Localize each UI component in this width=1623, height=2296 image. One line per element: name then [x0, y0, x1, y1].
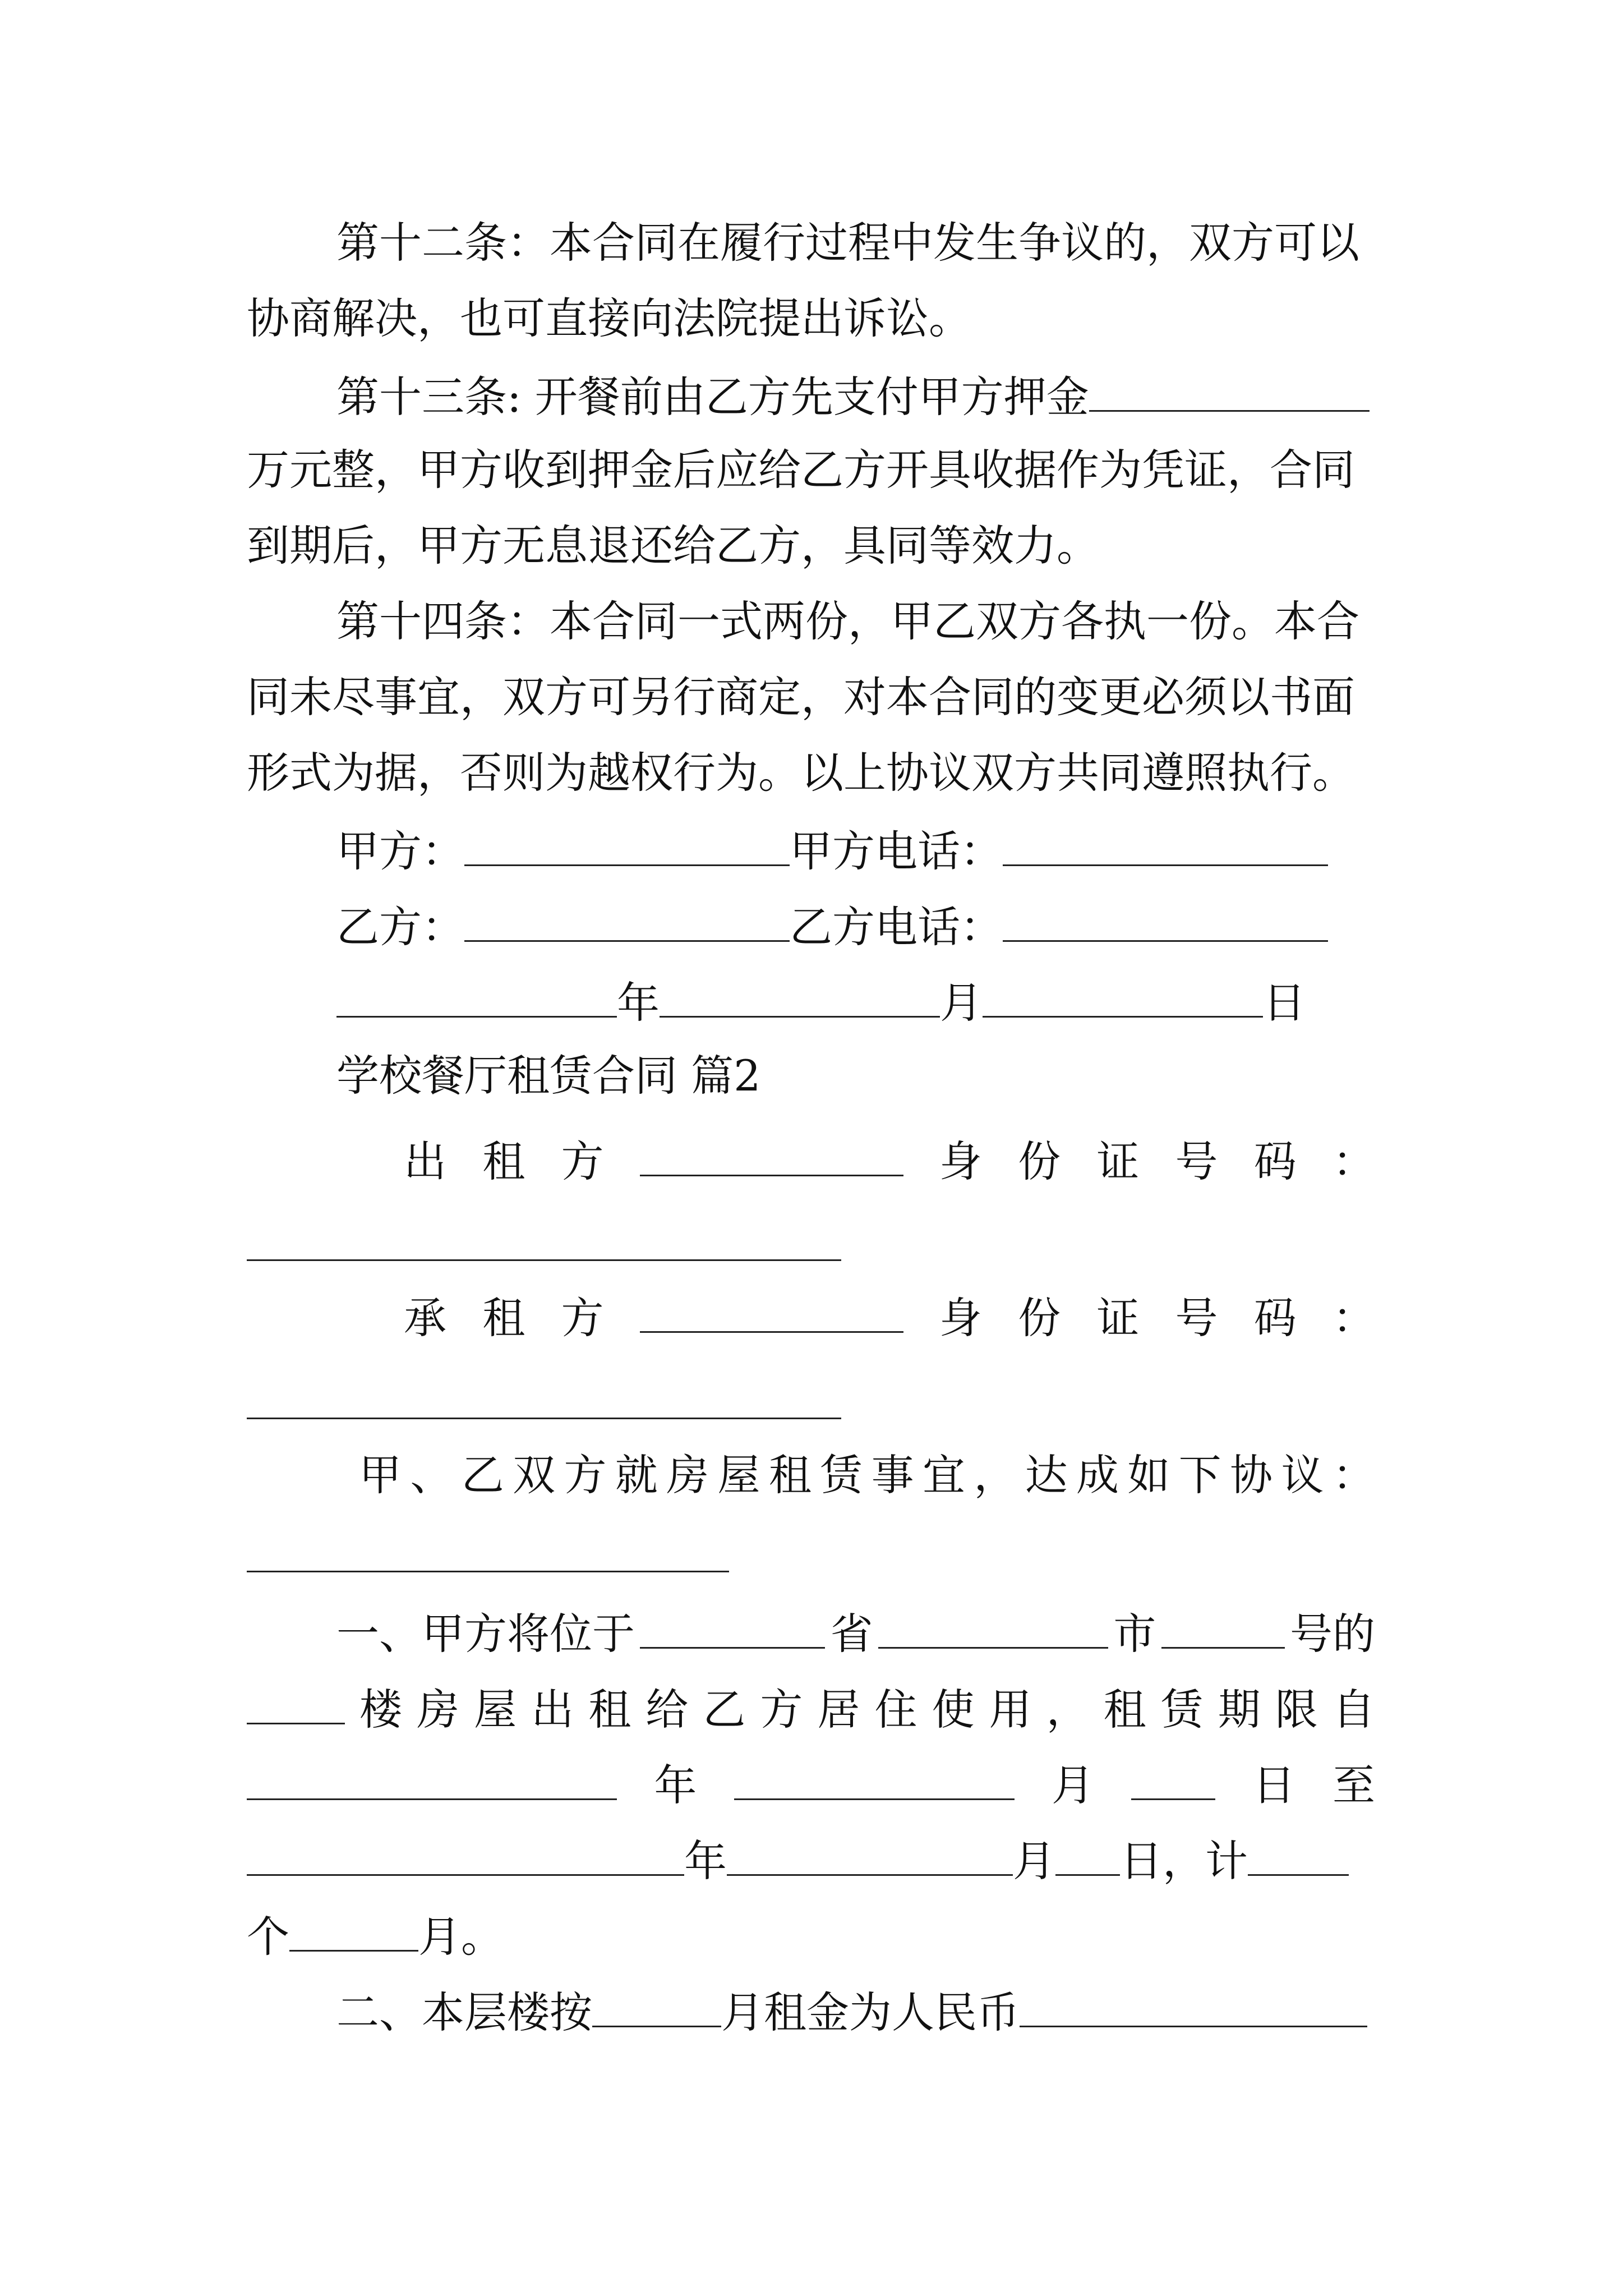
lease-char: 使: [932, 1685, 975, 1734]
lessee-line: [404, 1287, 1375, 1346]
lessor-id-blank: [247, 1259, 841, 1261]
party-a-phone-blank: [1003, 821, 1328, 866]
article-13-text: 第十三条: 开餐前由乙方先支付甲方押金: [336, 372, 1089, 422]
agreement-line: [359, 1447, 1375, 1503]
party-a-blank: [464, 821, 790, 866]
number-label: 号的: [1289, 1609, 1375, 1659]
party-a-phone-label: 甲方电话：: [790, 826, 1003, 876]
sign-year-label: 年: [617, 978, 660, 1028]
lease-char: 赁: [1160, 1685, 1204, 1734]
lessor-id-char: 份: [1018, 1137, 1061, 1186]
agreement-char: 达: [1025, 1450, 1068, 1500]
deposit-blank: [1089, 366, 1370, 412]
agreement-char: 赁: [820, 1450, 863, 1500]
lessor-name-blank: [640, 1131, 903, 1176]
lease-char: 租: [588, 1685, 631, 1734]
lessee-char: 方: [561, 1293, 604, 1343]
agreement-char: 租: [768, 1450, 811, 1500]
article-13-line-2: 万元整，甲方收到押金后应给乙方开具收据作为凭证，合同: [247, 445, 1355, 495]
lessee-id-blank: [247, 1418, 841, 1419]
province-blank: [640, 1603, 825, 1649]
city-label: 市: [1113, 1609, 1156, 1659]
agreement-char: 屋: [717, 1450, 760, 1500]
lease-char: 屋: [474, 1685, 517, 1734]
article-13-line-3: 到期后，甲方无息退还给乙方，具同等效力。: [247, 521, 1099, 570]
article-14-line-2: 同未尽事宜，双方可另行商定，对本合同的变更必须以书面: [247, 672, 1355, 722]
lessee-id-char: 身: [939, 1293, 982, 1343]
lessee-char: 承: [404, 1293, 446, 1343]
sign-day-label: 日: [1263, 978, 1306, 1028]
lease-char: 自: [1332, 1685, 1375, 1734]
months-blank: [289, 1906, 418, 1952]
party-b-phone-label: 乙方电话：: [790, 902, 1003, 952]
agreement-char: 下: [1178, 1450, 1221, 1500]
unit-label: 个: [247, 1912, 289, 1962]
party-a-line: [336, 821, 1328, 880]
agreement-blank: [247, 1571, 729, 1572]
agreement-char: 就: [615, 1450, 658, 1500]
clause-1-line-4: [247, 1830, 1349, 1889]
end-day-label: 日，计: [1120, 1836, 1248, 1886]
end-month-blank: [727, 1830, 1013, 1876]
lease-char: 出: [531, 1685, 574, 1734]
party-b-blank: [464, 896, 790, 942]
start-year-blank: [247, 1755, 617, 1800]
lessee-char: 租: [482, 1293, 525, 1343]
lessor-char: 租: [482, 1137, 525, 1186]
lessor-id-char: 码: [1253, 1137, 1297, 1186]
clause-1-line-1: [336, 1603, 1375, 1662]
month-end-label: 月。: [418, 1912, 504, 1962]
rent-basis-blank: [592, 1982, 721, 2027]
agreement-char: 房: [666, 1450, 709, 1500]
number-blank: [1161, 1603, 1285, 1649]
lease-char: ，: [1046, 1685, 1089, 1734]
agreement-char: 双: [513, 1450, 556, 1500]
sign-day-blank: [983, 972, 1263, 1018]
lease-char: 限: [1275, 1685, 1318, 1734]
party-b-label: 乙方：: [336, 902, 464, 952]
start-day-blank: [1131, 1755, 1215, 1800]
lessee-id-char: 码: [1253, 1293, 1297, 1343]
agreement-char: 如: [1127, 1450, 1170, 1500]
agreement-char: 、: [410, 1450, 453, 1500]
floor-blank: [247, 1679, 345, 1724]
lessor-id-char: 号: [1175, 1137, 1218, 1186]
city-blank: [878, 1603, 1108, 1649]
rent-amount-blank: [1020, 1982, 1367, 2027]
lessor-char: 方: [561, 1137, 604, 1186]
clause-2-prefix: 二、本层楼按: [336, 1987, 592, 2037]
lessor-char: 出: [404, 1137, 446, 1186]
agreement-char: ，: [974, 1450, 1017, 1500]
sign-month-label: 月: [940, 978, 983, 1028]
total-blank: [1248, 1830, 1349, 1876]
lease-char: 房: [417, 1685, 460, 1734]
lease-char: 给: [645, 1685, 689, 1734]
sign-year-blank: [336, 972, 617, 1018]
lessor-id-char: ：: [1332, 1137, 1375, 1186]
lease-char: 楼: [359, 1685, 403, 1734]
start-year-label: 年: [654, 1760, 697, 1810]
lease-char: 期: [1218, 1685, 1261, 1734]
end-day-blank: [1055, 1830, 1120, 1876]
agreement-char: 成: [1076, 1450, 1119, 1500]
lessor-line: [404, 1131, 1375, 1190]
to-label: 至: [1332, 1760, 1375, 1810]
article-12-line-1: 第十二条：本合同在履行过程中发生争议的，双方可以: [336, 218, 1359, 268]
lease-char: 乙: [703, 1685, 746, 1734]
lessee-id-char: 号: [1175, 1293, 1218, 1343]
sign-month-blank: [660, 972, 940, 1018]
article-12-line-2: 协商解决，也可直接向法院提出诉讼。: [247, 293, 971, 343]
section-2-heading: 学校餐厅租赁合同 篇2: [336, 1051, 761, 1101]
clause-2-text: 月租金为人民币: [721, 1987, 1020, 2037]
lease-char: 居: [817, 1685, 860, 1734]
agreement-char: 宜: [922, 1450, 965, 1500]
lessor-id-char: 身: [939, 1137, 982, 1186]
end-month-label: 月: [1013, 1836, 1055, 1886]
agreement-char: ：: [1332, 1450, 1375, 1500]
agreement-char: 方: [564, 1450, 607, 1500]
end-year-blank: [247, 1830, 684, 1876]
clause-1-line-2: [247, 1679, 1375, 1738]
clause-1-prefix: 一、甲方将位于: [336, 1609, 635, 1659]
clause-1-line-5: [247, 1906, 504, 1965]
agreement-char: 事: [871, 1450, 914, 1500]
clause-1-line-3: [247, 1755, 1375, 1814]
lessee-name-blank: [640, 1287, 903, 1333]
start-day-label: 日: [1252, 1760, 1295, 1810]
lease-char: 住: [874, 1685, 917, 1734]
end-year-label: 年: [684, 1836, 727, 1886]
agreement-char: 甲: [359, 1450, 402, 1500]
start-month-label: 月: [1051, 1760, 1094, 1810]
lessee-id-char: 证: [1096, 1293, 1140, 1343]
lessee-id-char: 份: [1018, 1293, 1061, 1343]
date-line: [336, 972, 1306, 1031]
province-label: 省: [830, 1609, 873, 1659]
party-b-line: [336, 896, 1328, 955]
agreement-char: 议: [1281, 1450, 1324, 1500]
start-month-blank: [734, 1755, 1015, 1800]
article-13-line-1: [336, 366, 1370, 425]
party-a-label: 甲方：: [336, 826, 464, 876]
article-14-line-3: 形式为据，否则为越权行为。以上协议双方共同遵照执行。: [247, 748, 1355, 798]
lessee-id-char: ：: [1332, 1293, 1375, 1343]
lease-char: 方: [760, 1685, 803, 1734]
lessor-id-char: 证: [1096, 1137, 1140, 1186]
party-b-phone-blank: [1003, 896, 1328, 942]
article-14-line-1: 第十四条：本合同一式两份，甲乙双方各执一份。本合: [336, 596, 1359, 646]
clause-2-line-1: [336, 1982, 1367, 2041]
lease-char: 租: [1103, 1685, 1146, 1734]
agreement-char: 乙: [461, 1450, 504, 1500]
lease-char: 用: [989, 1685, 1032, 1734]
agreement-char: 协: [1230, 1450, 1273, 1500]
